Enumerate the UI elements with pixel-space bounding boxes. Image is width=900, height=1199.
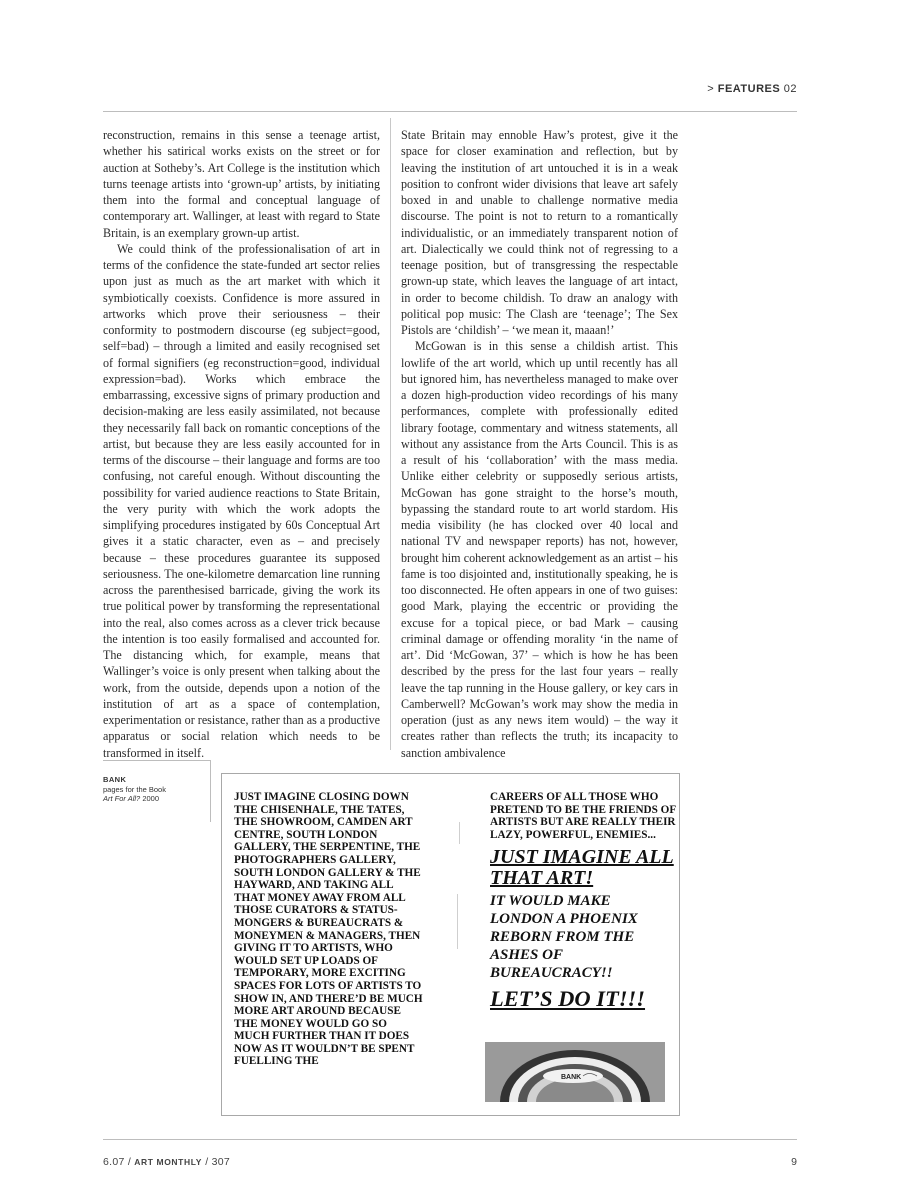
fold-mark	[459, 822, 460, 844]
footer-issue: 6.07	[103, 1156, 125, 1168]
poster-right-final: LET’S DO IT!!!	[490, 986, 646, 1012]
header-rule	[103, 111, 797, 112]
bank-poster-image	[221, 773, 680, 1116]
rainbow-logo-icon	[485, 1042, 665, 1102]
article-column-left	[103, 127, 380, 760]
poster-left-text: JUST IMAGINE CLOSING DOWN THE CHISENHALE, THE TATES, THE SHOWROOM, CAMDEN ART CENTRE, SOUTH LONDON GALLERY, THE SERPENTINE, THE PHOTOGRAPHERS GALLERY, SOUTH LONDON GALLERY & THE HAYWARD, AND TAKING ALL THAT MONEY AWAY FROM ALL THOSE CURATORS & STATUS-MONGERS & BUREAUCRATS & MONEYMEN & MANAGERS, THEN GIVING IT TO ARTISTS, WHO WOULD SET UP LOADS OF TEMPORARY, MORE EXCITING SPACES FOR LOTS OF ARTISTS TO SHOW IN, AND THERE’D BE MUCH MORE ART AROUND BECAUSE THE MONEY WOULD GO SO MUCH FURTHER THAN IT DOES NOW AS IT WOULDN’T BE SPENT FUELLING THE	[234, 791, 423, 1068]
section-name: FEATURES	[717, 83, 781, 95]
caption-rule	[103, 760, 210, 761]
article-column-right	[401, 127, 678, 760]
article-paragraph: reconstruction, remains in this sense a teenage artist, whether his satirical works exists on the street or for auction at Sotheby’s. Art College is the institution which turns teenage artists into ‘grown-up’ artists, by initiating them into the formal and conceptual language of contemporary art. Wallinger, at least with regard to State Britain, is an exemplary grown-up artist.	[103, 128, 380, 240]
page-number: 9	[791, 1156, 797, 1168]
poster-right-small: CAREERS OF ALL THOSE WHO PRETEND TO BE THE FRIENDS OF ARTISTS BUT ARE REALLY THEIR LAZY, POWERFUL, ENEMIES...	[490, 791, 676, 841]
poster-right-headline: JUST IMAGINE ALL THAT ART!	[490, 846, 674, 890]
section-prefix: >	[707, 83, 715, 95]
section-number: 02	[783, 83, 797, 95]
footer-number: 307	[211, 1156, 231, 1168]
caption-title: BANK	[103, 775, 127, 784]
poster-right-text	[490, 791, 676, 1011]
caption-year: 2000	[142, 794, 160, 803]
caption-rule-vertical	[210, 760, 211, 822]
footer-magazine: ART MONTHLY	[134, 1157, 202, 1167]
image-caption	[103, 775, 203, 804]
caption-book: Art For All?	[103, 794, 141, 803]
article-paragraph: McGowan is in this sense a childish artist. This lowlife of the art world, which up until recently has all but ignored him, has nevertheless managed to make over a dozen high-production video recordings of his many performances, complete with professionally edited library footage, commentary and witness statements, all without any assistance from the Arts Council. This is as a result of his ‘collaboration’ with the mass media. Unlike either celebrity or supposedly serious artists, McGowan has gone straight to the horse’s mouth, bypassing the standard route to art world stardom. His media visibility (he has clocked over 40 local and national TV and newspaper reports) has not, however, brought him coherent acknowledgement as an artist – his fame is too disjointed and, institutionally speaking, he is too disconnected. He often appears in one of two guises: good Mark, playing the eccentric or providing the excuse for a topical piece, or bad Mark – causing criminal damage or offending morality ‘in the name of art’. Did ‘McGowan, 37’ – which is how he has been described by the press for the last four years – really leave the tap running in the House gallery, or key cars in Camberwell? McGowan’s work may show the media in operation (just as any news item would) – the way it creates rather than reflects the truth; its incapacity to sanction ambivalence	[401, 339, 678, 760]
logo-text: BANK	[561, 1074, 582, 1081]
article-paragraph: State Britain may ennoble Haw’s protest, give it the space for closer examination and reflection, but by leaving the institution of art untouched it is in a weak position to confront wider divisions that leave art safely boxed in and unable to challenge normative media discourse. The point is not to return to a romantically individualistic, or an immediately transparent notion of art. Dialectically we could think not of regressing to a teenage position, but of transgressing the respectable grown-up state, which leaves the language of art intact, in order to become childish. To draw an analogy with political pop music: The Clash are ‘teenage’; The Sex Pistols are ‘childish’ – ‘we mean it, maaan!’	[401, 128, 678, 337]
section-label	[707, 83, 797, 95]
fold-mark	[457, 894, 458, 949]
footer-rule	[103, 1139, 797, 1140]
column-divider	[390, 118, 391, 750]
article-paragraph: We could think of the professionalisation of art in terms of the confidence the state-funded art sector relies upon just as much as the art market with which it symbiotically coexists. Confidence is more assured in artworks which prove their seriousness – their conformity to postmodern discourse (eg subject=good, self=bad) – through a limited and easily recognised set of formal signifiers (eg reconstruction=good, individual expression=bad). Works which embrace the embarrassing, excessive signs of primary production and decision-making are less easily assimilated, not because they necessarily fall back on romantic conceptions of the artist, but because they are less easily accounted for in terms of the discourse – their language and forms are too confusing, not careful enough. Without discounting the possibility for varied audience reactions to State Britain, the very purity with which the work adopts the simplifying procedures instigated by 60s Conceptual Art gives it a static character, even as – and precisely because – these procedures guarantee its supposed seriousness. The one-kilometre demarcation line running across the parenthesised barricade, giving the work its true political power by transforming the representational into the real, also comes across as a clever trick because the intention is too easily formalised and accounted for. The distancing which, for example, means that Wallinger’s voice is only present when talking about the work, from the outside, depends upon a notion of the institution of art as a space of contemplation, experimentation or resistance, rather than as a productive apparatus or social relation which needs to be transformed in itself.	[103, 241, 380, 760]
poster-right-mid: IT WOULD MAKE LONDON A PHOENIX REBORN FROM THE ASHES OF BUREAUCRACY!!	[490, 893, 638, 982]
caption-line: pages for the Book	[103, 784, 166, 794]
footer-issue-info: 6.07 / ART MONTHLY / 307	[103, 1156, 231, 1168]
